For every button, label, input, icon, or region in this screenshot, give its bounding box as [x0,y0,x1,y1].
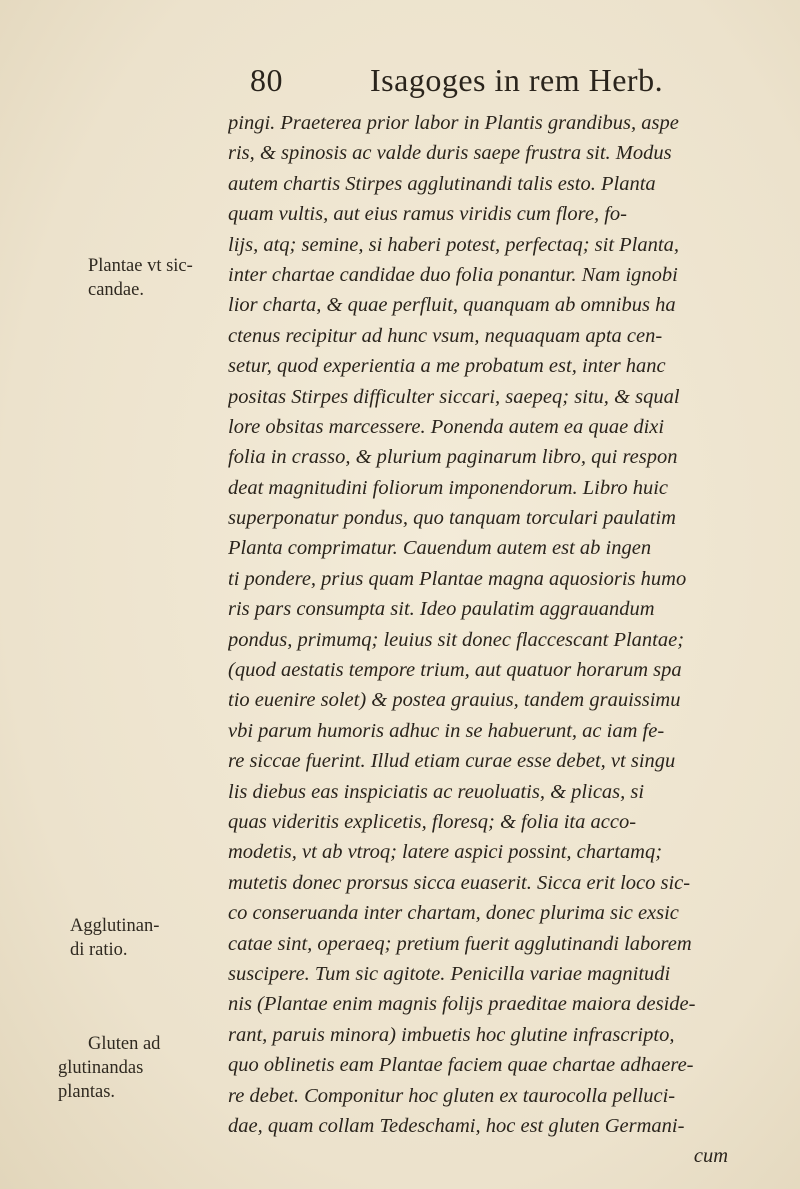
text-line: vbi parum humoris adhuc in se habuerunt, ac iam fe- [228,719,665,742]
text-line: ctenus recipitur ad hunc vsum, nequaquam apta cen- [228,324,663,347]
text-line: ti pondere, prius quam Plantae magna aquosioris humo [228,567,687,590]
text-line: modetis, vt ab vtroq; latere aspici possint, chartamq; [228,841,663,864]
margin-note-line: di ratio. [70,940,128,960]
text-line: setur, quod experientia a me probatum est, inter hanc [228,355,666,378]
text-line: dae, quam collam Tedeschami, hoc est gluten Germani- [228,1114,685,1137]
text-line: re siccae fuerint. Illud etiam curae esse debet, vt singu [228,750,676,773]
text-line: suscipere. Tum sic agitote. Penicilla variae magnitudi [228,962,671,985]
text-line: lis diebus eas inspiciatis ac reuoluatis, & plicas, si [228,780,645,803]
text-line: mutetis donec prorsus sicca euaserit. Sicca erit loco sic- [228,871,691,894]
margin-note-gluing-method [70,914,159,962]
text-line: pondus, primumq; leuius sit donec flaccescant Plantae; [228,628,685,651]
text-line: ris, & spinosis ac valde duris saepe frustra sit. Modus [228,142,672,165]
text-line: folia in crasso, & plurium paginarum libro, qui respon [228,446,678,469]
main-text-column [228,108,768,1172]
text-line: tio euenire solet) & postea grauius, tandem grauissimu [228,689,681,712]
text-line: inter chartae candidae duo folia ponantur. Nam ignobi [228,263,678,286]
text-line: quas videritis explicetis, floresq; & folia ita acco- [228,810,637,833]
margin-note-line: glutinandas [58,1058,144,1078]
text-line: lijs, atq; semine, si haberi potest, perfectaq; sit Planta, [228,233,679,256]
text-line: re debet. Componitur hoc gluten ex taurocolla pelluci- [228,1084,676,1107]
margin-note-line: plantas. [58,1082,116,1102]
text-line: quo oblinetis eam Plantae faciem quae chartae adhaere- [228,1054,694,1077]
text-line: pingi. Praeterea prior labor in Plantis grandibus, aspe [228,112,679,134]
text-line: superponatur pondus, quo tanquam torculari paulatim [228,507,676,530]
text-line: quam vultis, aut eius ramus viridis cum flore, fo- [228,203,627,226]
margin-note-line: Agglutinan- [70,916,160,936]
margin-note-line: Plantae vt sic- [88,256,193,276]
margin-note-line: candae. [88,280,144,300]
page-number: 80 [250,62,283,98]
text-line: rant, paruis minora) imbuetis hoc glutine infrascripto, [228,1023,675,1046]
running-title: Isagoges in rem Herb. [370,62,664,98]
text-line: positas Stirpes difficulter siccari, saepeq; situ, & squal [228,385,680,408]
text-line: co conseruanda inter chartam, donec plurima sic exsic [228,902,679,925]
catchword: cum [693,1145,728,1168]
text-line: ris pars consumpta sit. Ideo paulatim aggrauandum [228,598,655,621]
margin-note-drying [88,254,193,302]
text-line: nis (Plantae enim magnis folijs praeditae maiora deside- [228,993,696,1016]
text-line: lore obsitas marcessere. Ponenda autem ea quae dixi [228,415,665,438]
margin-note-line: Gluten ad [88,1034,161,1054]
margin-note-glue [58,1032,160,1104]
text-line: autem chartis Stirpes agglutinandi talis esto. Planta [228,172,656,195]
text-line: deat magnitudini foliorum imponendorum. Libro huic [228,476,668,499]
text-line: lior charta, & quae perfluit, quanquam ab omnibus ha [228,294,676,317]
running-header [250,62,770,102]
text-line: Planta comprimatur. Cauendum autem est ab ingen [228,537,652,560]
text-line: catae sint, operaeq; pretium fuerit agglutinandi laborem [228,932,692,955]
text-line: (quod aestatis tempore trium, aut quatuor horarum spa [228,659,682,682]
